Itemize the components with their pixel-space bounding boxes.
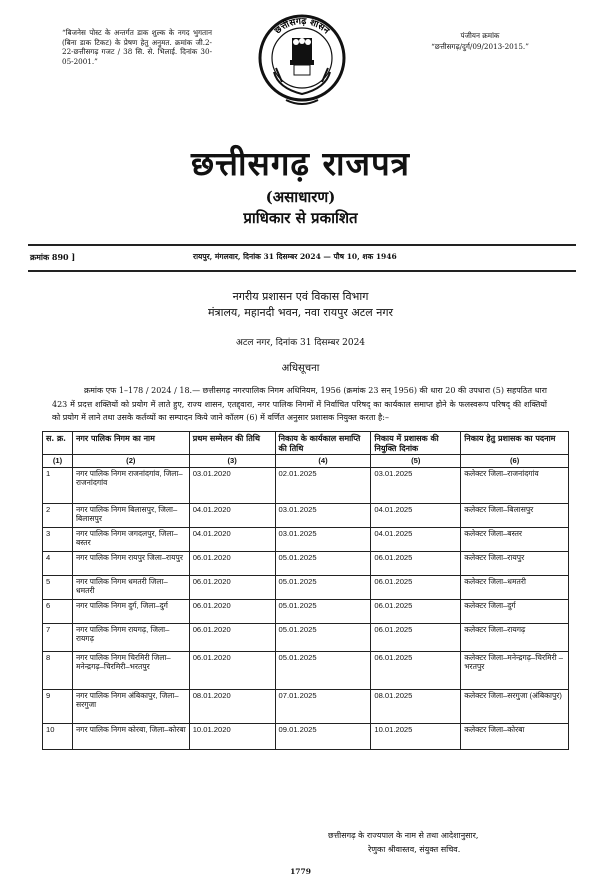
signature-authority: छत्तीसगढ़ के राज्यपाल के नाम से तथा आदेशानुसार, — [328, 831, 479, 840]
first-meeting-cell: 06.01.2020 — [189, 551, 275, 575]
designation-cell: कलेक्टर जिला–रायपुर — [461, 551, 569, 575]
department-address: मंत्रालय, महानदी भवन, नवा रायपुर अटल नगर — [207, 306, 394, 319]
serial-cell: 2 — [43, 503, 73, 527]
appointment-cell: 06.01.2025 — [371, 599, 461, 623]
issue-number: क्रमांक 890 ] — [30, 252, 76, 262]
term-end-cell: 05.01.2025 — [275, 551, 371, 575]
table-row — [43, 503, 569, 527]
term-end-cell: 05.01.2025 — [275, 623, 371, 651]
notification-title: अधिसूचना — [281, 363, 320, 374]
table-row — [43, 723, 569, 749]
designation-cell: कलेक्टर जिला–मनेन्द्रगढ़–चिरमिरी –भरतपुर — [461, 651, 569, 689]
term-end-cell: 05.01.2025 — [275, 599, 371, 623]
corporation-cell: नगर पालिक निगम रायपुर जिला–रायपुर — [72, 551, 189, 575]
first-meeting-cell: 06.01.2020 — [189, 651, 275, 689]
table-header-row — [43, 432, 569, 455]
table-row — [43, 623, 569, 651]
corporation-cell: नगर पालिक निगम दुर्ग, जिला–दुर्ग — [72, 599, 189, 623]
issue-dateline: रायपुर, मंगलवार, दिनांक 31 दिसम्बर 2024 — पौष 10, शक 1946 — [193, 252, 397, 261]
designation-cell: कलेक्टर जिला–कोरबा — [461, 723, 569, 749]
place-date: अटल नगर, दिनांक 31 दिसम्बर 2024 — [235, 338, 366, 348]
appointment-cell: 10.01.2025 — [371, 723, 461, 749]
published-by-label: प्राधिकार से प्रकाशित — [243, 209, 358, 227]
first-meeting-cell: 04.01.2020 — [189, 527, 275, 551]
notification-body: क्रमांक एफ 1–178 / 2024 / 18.— छत्तीसगढ़ नगरपालिक निगम अधिनियम, 1956 (क्रमांक 23 सन् 1956) की धारा 20 की उपधारा (5) सहपठित धारा 423 में प्रदत्त शक्तियों को प्रयोग में लाते हुए, राज्य शासन, एतद्द्वारा, नगर पालिक निगमों में निर्वाचित परिषद् का कार्यकाल समाप्त होने के फलस्वरूप परिषद् की शक्तियों को प्रयोग में लाने तथा उसके कर्तव्यों का सम्पादन किये जाने कॉलम (6) में वर्णित अनुसार प्रशासक नियुक्त करता है:– — [52, 386, 547, 422]
corporation-cell: नगर पालिक निगम जगदलपुर, जिला–बस्तर — [72, 527, 189, 551]
column-number: (6) — [461, 455, 569, 468]
column-number: (4) — [275, 455, 371, 468]
term-end-cell: 05.01.2025 — [275, 651, 371, 689]
designation-cell: कलेक्टर जिला–बस्तर — [461, 527, 569, 551]
corporation-cell: नगर पालिक निगम धमतरी जिला–धमतरी — [72, 575, 189, 599]
first-meeting-cell: 08.01.2020 — [189, 689, 275, 723]
appointment-cell: 06.01.2025 — [371, 623, 461, 651]
corporation-cell: नगर पालिक निगम राजनांदगांव, जिला–राजनांदगांव — [72, 467, 189, 503]
first-meeting-cell: 10.01.2020 — [189, 723, 275, 749]
term-end-cell: 03.01.2025 — [275, 527, 371, 551]
table-row — [43, 651, 569, 689]
appointment-cell: 06.01.2025 — [371, 575, 461, 599]
table-row — [43, 527, 569, 551]
header-rule-top — [28, 244, 576, 246]
registration-number: “छत्तीसगढ़/दुर्ग/09/2013-2015.” — [431, 42, 529, 51]
registration-block — [380, 30, 580, 52]
postal-note: “बिजनेस पोस्ट के अन्तर्गत डाक शुल्क के नगद भुगतान (बिना डाक टिकट) के प्रेषण हेतु अनुमत. क्रमांक जी.2-22-छत्तीसगढ़ गजट / 38 सि. से. भिलाई. दिनांक 30-05-2001.” — [62, 28, 212, 66]
appointment-cell: 06.01.2025 — [371, 551, 461, 575]
serial-cell: 1 — [43, 467, 73, 503]
column-number: (2) — [72, 455, 189, 468]
column-number: (3) — [189, 455, 275, 468]
extraordinary-label: (असाधारण) — [265, 188, 336, 206]
designation-cell: कलेक्टर जिला–दुर्ग — [461, 599, 569, 623]
term-end-cell: 07.01.2025 — [275, 689, 371, 723]
table-row — [43, 689, 569, 723]
table-row — [43, 575, 569, 599]
term-end-cell: 03.01.2025 — [275, 503, 371, 527]
first-meeting-cell: 06.01.2020 — [189, 623, 275, 651]
chhattisgarh-emblem-seal — [256, 12, 348, 112]
designation-cell: कलेक्टर जिला–रायगढ़ — [461, 623, 569, 651]
designation-cell: कलेक्टर जिला–राजनांदगांव — [461, 467, 569, 503]
table-column-number-row — [43, 455, 569, 468]
corporation-cell: नगर पालिक निगम बिलासपुर, जिला–बिलासपुर — [72, 503, 189, 527]
seal-text: छत्तीसगढ़ शासन — [273, 16, 331, 37]
serial-cell: 6 — [43, 599, 73, 623]
corporation-cell: नगर पालिक निगम चिरमिरी जिला–मनेन्द्रगढ़–चिरमिरी–भरतपुर — [72, 651, 189, 689]
first-meeting-cell: 06.01.2020 — [189, 575, 275, 599]
header-appointment-date: निकाय में प्रशासक की नियुक्ति दिनांक — [371, 432, 461, 455]
department-name: नगरीय प्रशासन एवं विकास विभाग — [232, 290, 369, 303]
serial-cell: 3 — [43, 527, 73, 551]
registration-label: पंजीयन क्रमांक — [460, 31, 500, 40]
serial-cell: 5 — [43, 575, 73, 599]
serial-cell: 9 — [43, 689, 73, 723]
header-administrator-designation: निकाय हेतु प्रशासक का पदनाम — [461, 432, 569, 455]
corporation-cell: नगर पालिक निगम कोरबा, जिला–कोरबा — [72, 723, 189, 749]
column-number: (5) — [371, 455, 461, 468]
first-meeting-cell: 06.01.2020 — [189, 599, 275, 623]
appointment-cell: 04.01.2025 — [371, 527, 461, 551]
administrator-table — [42, 431, 569, 750]
appointment-cell: 03.01.2025 — [371, 467, 461, 503]
serial-cell: 10 — [43, 723, 73, 749]
serial-cell: 4 — [43, 551, 73, 575]
header-first-meeting-date: प्रथम सम्मेलन की तिथि — [189, 432, 275, 455]
designation-cell: कलेक्टर जिला–बिलासपुर — [461, 503, 569, 527]
header-term-end-date: निकाय के कार्यकाल समाप्ति की तिथि — [275, 432, 371, 455]
table-row — [43, 467, 569, 503]
designation-cell: कलेक्टर जिला–सरगुजा (अंबिकापुर) — [461, 689, 569, 723]
header-corporation-name: नगर पालिक निगम का नाम — [72, 432, 189, 455]
serial-cell: 7 — [43, 623, 73, 651]
header-rule-bottom — [28, 270, 576, 272]
corporation-cell: नगर पालिक निगम रायगढ़, जिला–रायगढ़ — [72, 623, 189, 651]
serial-cell: 8 — [43, 651, 73, 689]
appointment-cell: 06.01.2025 — [371, 651, 461, 689]
appointment-cell: 08.01.2025 — [371, 689, 461, 723]
first-meeting-cell: 04.01.2020 — [189, 503, 275, 527]
term-end-cell: 02.01.2025 — [275, 467, 371, 503]
table-row — [43, 599, 569, 623]
page-number: 1779 — [290, 867, 311, 876]
column-number: (1) — [43, 455, 73, 468]
gazette-title: छत्तीसगढ़ राजपत्र — [191, 144, 410, 183]
first-meeting-cell: 03.01.2020 — [189, 467, 275, 503]
header-serial: स. क्र. — [43, 432, 73, 455]
designation-cell: कलेक्टर जिला–धमतरी — [461, 575, 569, 599]
term-end-cell: 05.01.2025 — [275, 575, 371, 599]
table-row — [43, 551, 569, 575]
appointment-cell: 04.01.2025 — [371, 503, 461, 527]
corporation-cell: नगर पालिक निगम अंबिकापुर, जिला–सरगुजा — [72, 689, 189, 723]
signature-name: रेणुका श्रीवास्तव, संयुक्त सचिव. — [368, 845, 461, 854]
term-end-cell: 09.01.2025 — [275, 723, 371, 749]
